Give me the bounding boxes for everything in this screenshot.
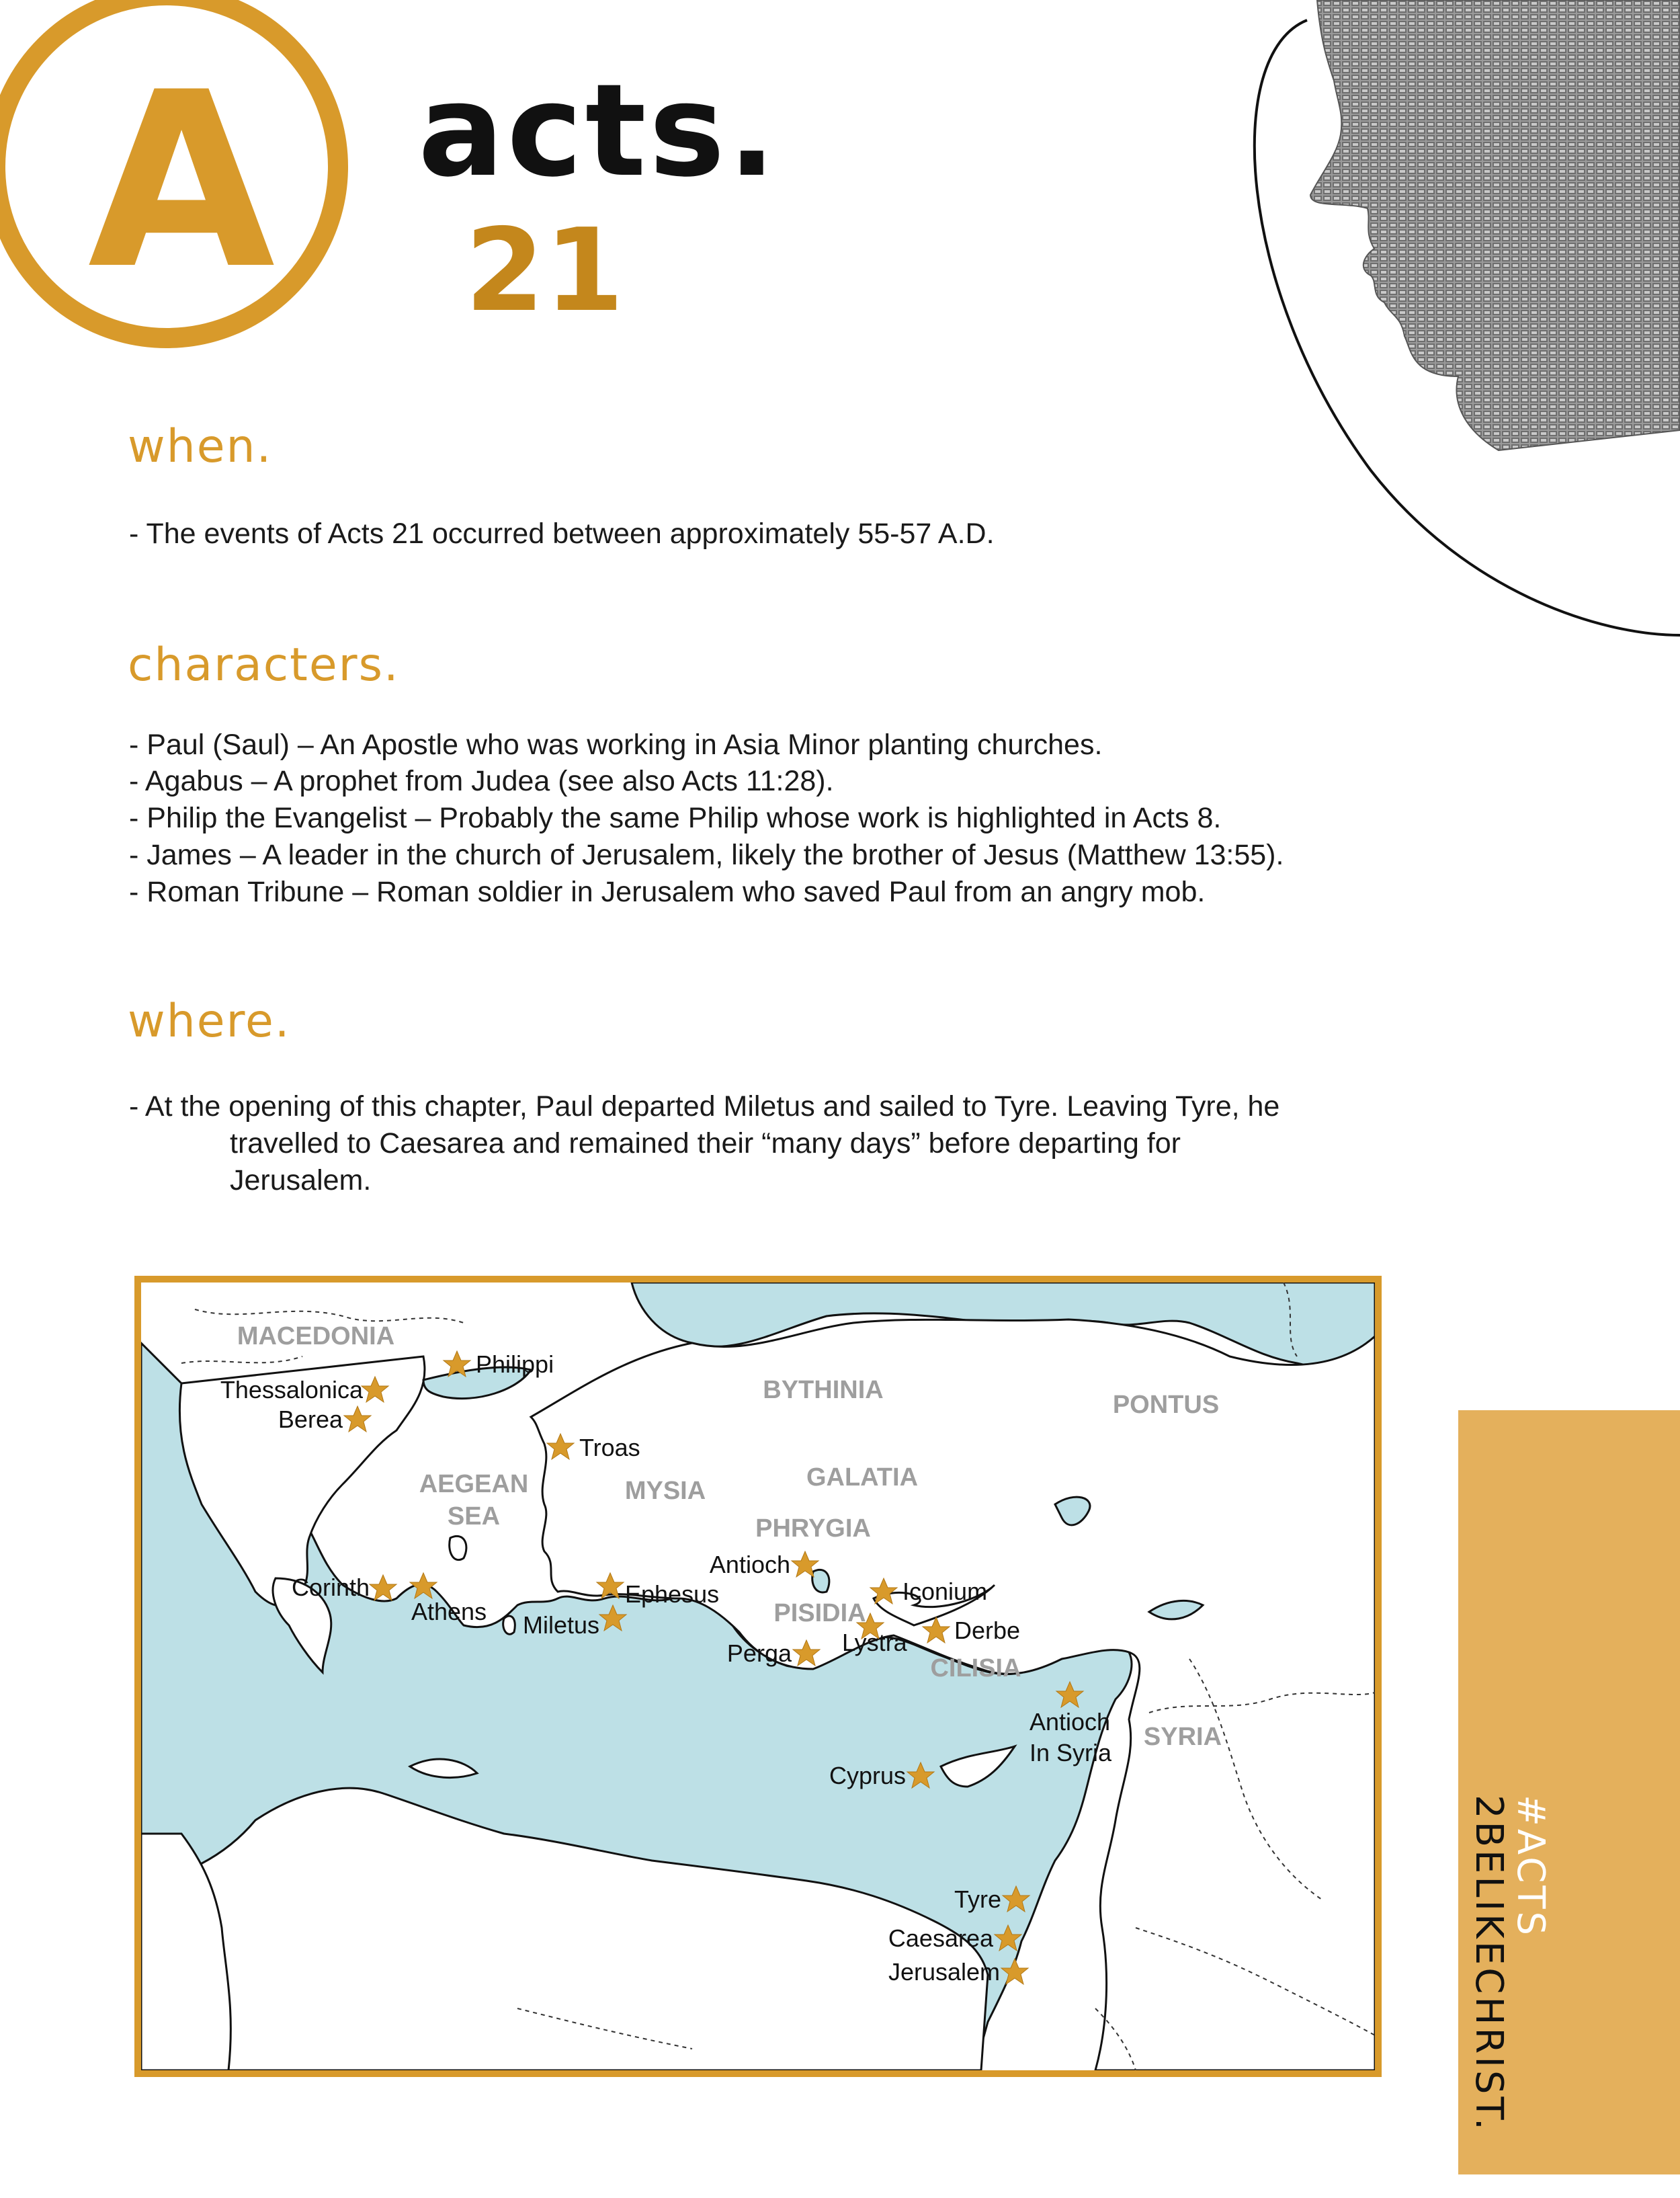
star-icon xyxy=(599,1605,626,1631)
region-label: BYTHINIA xyxy=(763,1376,884,1404)
city-label: Perga xyxy=(726,1639,792,1667)
star-icon xyxy=(1056,1682,1083,1707)
chapter-number: 21 xyxy=(465,204,624,337)
star-icon xyxy=(547,1434,574,1459)
city-label: Derbe xyxy=(954,1617,1021,1644)
hashtag-2belikechrist: 2BELIKECHRIST. xyxy=(1467,1795,1511,2133)
star-icon xyxy=(344,1406,371,1432)
section-heading-characters: characters. xyxy=(128,639,400,692)
city-label: Ephesus xyxy=(625,1580,720,1608)
city-label: Caesarea xyxy=(888,1924,993,1952)
city-label: Berea xyxy=(278,1406,343,1433)
hashtag-acts: #ACTS xyxy=(1509,1795,1552,1939)
city-label: Philippi xyxy=(476,1350,554,1378)
city-label: Iconium xyxy=(902,1578,988,1605)
city-label: Miletus xyxy=(522,1611,599,1639)
region-label: AEGEAN xyxy=(419,1470,529,1498)
character-line: - Philip the Evangelist – Probably the same Philip whose work is highlighted in Acts 8. xyxy=(129,802,1222,834)
city-label: In Syria xyxy=(1030,1739,1112,1766)
city-label: Corinth xyxy=(291,1574,370,1601)
region-label: PISIDIA xyxy=(773,1599,866,1627)
region-label: PONTUS xyxy=(1112,1391,1220,1419)
city-label: Jerusalem xyxy=(888,1958,1000,1986)
where-line: Jerusalem. xyxy=(230,1164,372,1196)
star-icon xyxy=(362,1377,388,1402)
page-title: acts. xyxy=(418,56,779,205)
character-line: - Roman Tribune – Roman soldier in Jerusalem who saved Paul from an angry mob. xyxy=(129,876,1206,908)
star-icon xyxy=(1003,1886,1030,1912)
character-line: - Paul (Saul) – An Apostle who was working in Asia Minor planting churches. xyxy=(129,729,1103,761)
map-labels xyxy=(141,1283,1375,2070)
character-line: - Agabus – A prophet from Judea (see also Acts 11:28). xyxy=(129,765,834,797)
star-icon xyxy=(370,1575,396,1600)
star-icon xyxy=(923,1617,950,1643)
region-label: MYSIA xyxy=(624,1477,706,1505)
city-label: Thessalonica xyxy=(220,1376,363,1403)
map-frame xyxy=(134,1276,1382,2077)
region-label: SYRIA xyxy=(1143,1723,1222,1751)
region-label: CILISIA xyxy=(930,1654,1021,1682)
city-label: Lystra xyxy=(842,1629,907,1656)
star-icon xyxy=(793,1640,820,1666)
region-label: SEA xyxy=(447,1502,501,1531)
star-icon xyxy=(410,1573,437,1598)
where-line: travelled to Caesarea and remained their “many days” before departing for xyxy=(230,1127,1181,1159)
character-line: - James – A leader in the church of Jerusalem, likely the brother of Jesus (Matthew 13:55). xyxy=(129,839,1284,871)
region-label: MACEDONIA xyxy=(237,1322,395,1350)
section-heading-when: when. xyxy=(128,420,273,473)
city-label: Tyre xyxy=(954,1885,1001,1913)
side-tab-text xyxy=(1467,1795,1611,2198)
section-heading-where: where. xyxy=(128,995,291,1048)
star-icon xyxy=(792,1551,818,1577)
star-icon xyxy=(444,1351,470,1377)
region-label: GALATIA xyxy=(806,1463,919,1492)
statue-bust-image xyxy=(1210,0,1680,645)
city-label: Cyprus xyxy=(829,1762,906,1789)
city-label: Antioch xyxy=(1030,1708,1111,1736)
where-line: - At the opening of this chapter, Paul departed Miletus and sailed to Tyre. Leaving Tyre, he xyxy=(129,1090,1280,1123)
city-label: Antioch xyxy=(709,1551,790,1578)
city-label: Athens xyxy=(411,1598,487,1625)
region-label: PHRYGIA xyxy=(755,1514,871,1543)
star-icon xyxy=(907,1762,934,1788)
star-icon xyxy=(597,1573,624,1598)
star-icon xyxy=(995,1925,1021,1951)
star-icon xyxy=(870,1578,897,1604)
when-line: - The events of Acts 21 occurred between approximately 55-57 A.D. xyxy=(129,518,995,550)
logo-letter: A xyxy=(87,40,276,322)
city-label: Troas xyxy=(579,1434,640,1461)
star-icon xyxy=(1001,1959,1028,1984)
